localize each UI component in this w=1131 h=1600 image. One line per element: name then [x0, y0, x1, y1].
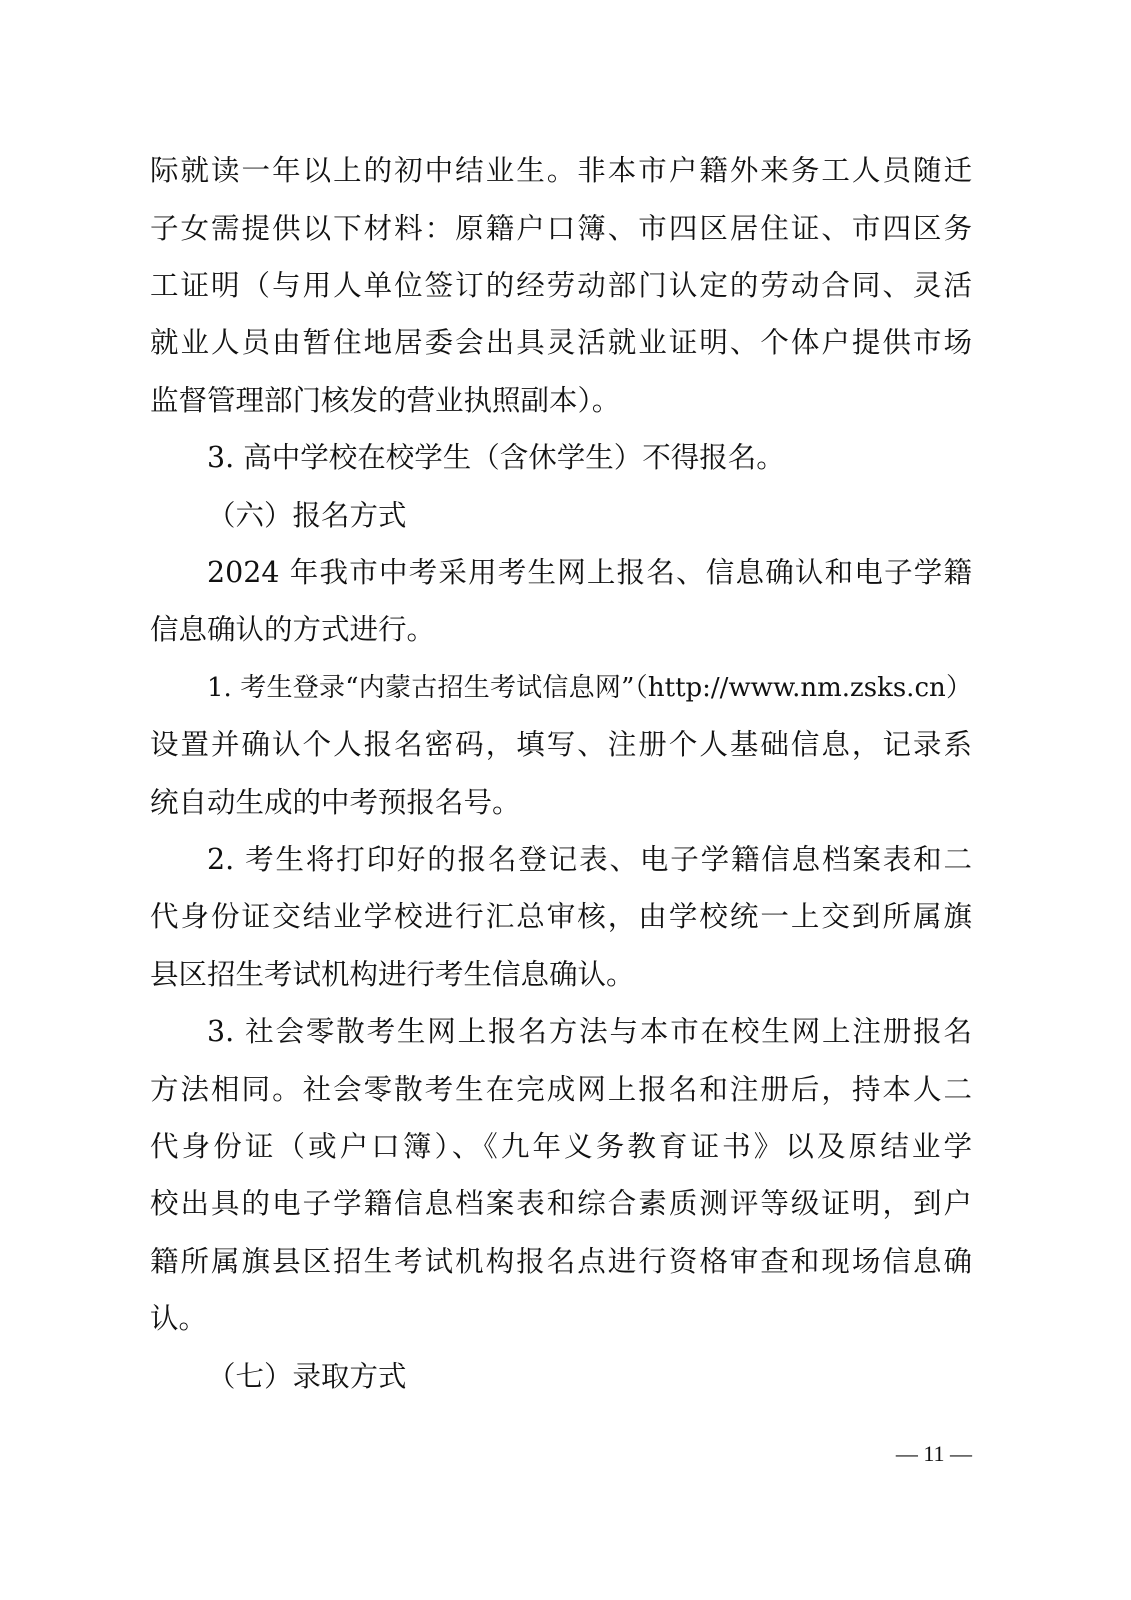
text-line: 设置并确认个人报名密码，填写、注册个人基础信息，记录系 — [150, 728, 972, 761]
text-line: 信息确认的方式进行。 — [150, 613, 436, 646]
text-line: 际就读一年以上的初中结业生。非本市户籍外来务工人员随迁 — [150, 154, 972, 187]
text-line: 3. 高中学校在校学生（含休学生）不得报名。 — [207, 441, 785, 474]
section-heading: （七）录取方式 — [207, 1360, 407, 1393]
text-line: 校出具的电子学籍信息档案表和综合素质测评等级证明，到户 — [150, 1187, 972, 1220]
text-line: 工证明（与用人单位签订的经劳动部门认定的劳动合同、灵活 — [150, 269, 972, 302]
text-line: 方法相同。社会零散考生在完成网上报名和注册后，持本人二 — [150, 1073, 972, 1106]
text-line: 县区招生考试机构进行考生信息确认。 — [150, 958, 635, 991]
text-line: 统自动生成的中考预报名号。 — [150, 786, 521, 819]
text-line: 籍所属旗县区招生考试机构报名点进行资格审查和现场信息确 — [150, 1245, 972, 1278]
text-line: 子女需提供以下材料：原籍户口簿、市四区居住证、市四区务 — [150, 212, 972, 245]
section-heading: （六）报名方式 — [207, 499, 407, 532]
text-line: 代身份证（或户口簿）、《九年义务教育证书》以及原结业学 — [150, 1130, 972, 1163]
text-line: 代身份证交结业学校进行汇总审核，由学校统一上交到所属旗 — [150, 900, 972, 933]
text-line: 认。 — [150, 1302, 208, 1335]
text-line: 就业人员由暂住地居委会出具灵活就业证明、个体户提供市场 — [150, 326, 972, 359]
text-line: 2024 年我市中考采用考生网上报名、信息确认和电子学籍 — [207, 556, 972, 589]
text-line: 1. 考生登录“内蒙古招生考试信息网”（http://www.nm.zsks.cn） — [207, 673, 972, 703]
page-number: — 11 — — [895, 1441, 972, 1466]
text-line: 2. 考生将打印好的报名登记表、电子学籍信息档案表和二 — [207, 843, 972, 876]
text-line: 监督管理部门核发的营业执照副本）。 — [150, 384, 621, 417]
text-line: 3. 社会零散考生网上报名方法与本市在校生网上注册报名 — [207, 1015, 972, 1048]
